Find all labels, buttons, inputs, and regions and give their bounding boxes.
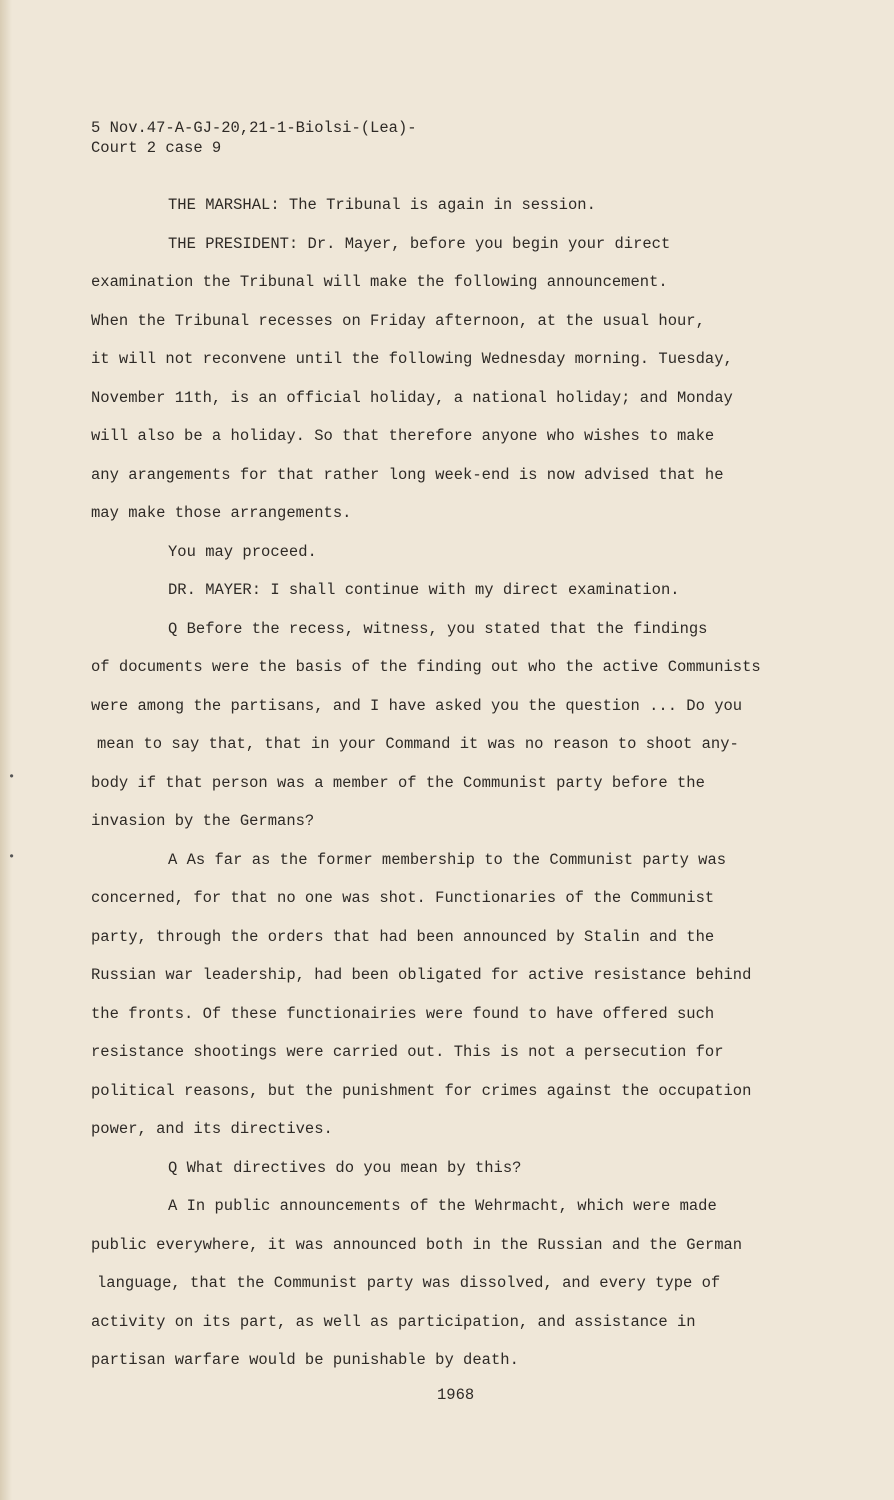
text-line: will also be a holiday. So that therefore anyone who wishes to make [91, 427, 715, 445]
text-line: A In public announcements of the Wehrmacht, which were made [168, 1197, 717, 1215]
text-line: any arangements for that rather long week-end is now advised that he [91, 465, 724, 484]
text-line: language, that the Communist party was dissolved, and every type of [97, 1274, 721, 1292]
text-line: THE PRESIDENT: Dr. Mayer, before you begin your direct [168, 234, 671, 253]
text-line: When the Tribunal recesses on Friday afternoon, at the usual hour, [91, 311, 705, 330]
page-edge [0, 0, 12, 1500]
text-line: mean to say that, that in your Command it was no reason to shoot any- [97, 735, 739, 753]
text-line: party, through the orders that had been announced by Stalin and the [91, 927, 715, 946]
text-line: You may proceed. [168, 542, 317, 561]
text-line: THE MARSHAL: The Tribunal is again in session. [168, 196, 596, 214]
text-line: partisan warfare would be punishable by death. [91, 1351, 519, 1369]
margin-tick-mark: • [8, 770, 16, 784]
text-line: the fronts. Of these functionairies were found to have offered such [91, 1004, 715, 1023]
text-line: DR. MAYER: I shall continue with my direct examination. [168, 581, 680, 599]
text-line: public everywhere, it was announced both in the Russian and the German [91, 1235, 743, 1254]
header-line-1: 5 Nov.47-A-GJ-20,21-1-Biolsi-(Lea)- [91, 119, 417, 137]
text-line: were among the partisans, and I have asked you the question ... Do you [91, 696, 743, 715]
text-line: concerned, for that no one was shot. Functionaries of the Communist [91, 889, 715, 907]
text-line: power, and its directives. [91, 1120, 333, 1138]
text-line: body if that person was a member of the Communist party before the [91, 773, 705, 792]
page-number: 1968 [437, 1386, 475, 1404]
text-line: it will not reconvene until the following Wednesday morning. Tuesday, [91, 350, 733, 368]
text-line: activity on its part, as well as participation, and assistance in [91, 1312, 696, 1331]
text-line: Q Before the recess, witness, you stated that the findings [168, 619, 708, 638]
text-line: Russian war leadership, had been obligated for active resistance behind [91, 966, 752, 984]
text-line: examination the Tribunal will make the following announcement. [91, 273, 668, 291]
transcript-body [91, 186, 811, 1380]
text-line: of documents were the basis of the finding out who the active Communists [91, 658, 761, 676]
text-line: invasion by the Germans? [91, 812, 315, 830]
document-header [91, 118, 417, 158]
text-line: resistance shootings were carried out. This is not a persecution for [91, 1043, 724, 1061]
text-line: A As far as the former membership to the Communist party was [168, 850, 727, 869]
text-line: may make those arrangements. [91, 504, 352, 522]
text-line: political reasons, but the punishment for crimes against the occupation [91, 1081, 752, 1100]
header-line-2: Court 2 case 9 [91, 139, 222, 157]
margin-tick-mark: • [8, 850, 16, 864]
text-line: Q What directives do you mean by this? [168, 1158, 522, 1177]
text-line: November 11th, is an official holiday, a national holiday; and Monday [91, 388, 733, 407]
